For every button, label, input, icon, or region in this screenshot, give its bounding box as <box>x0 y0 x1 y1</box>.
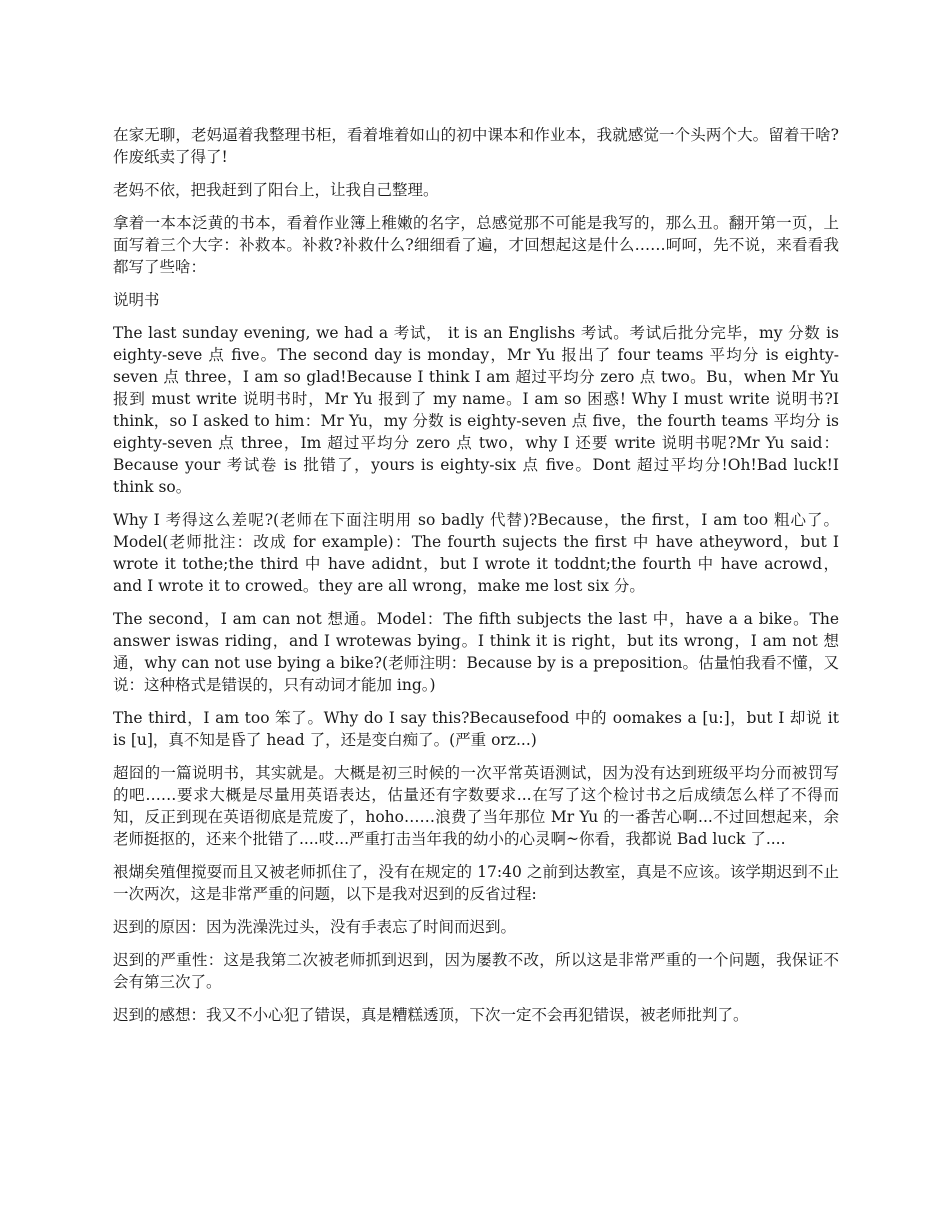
paragraph: 迟到的原因：因为洗澡洗过头，没有手表忘了时间而迟到。 <box>113 918 517 936</box>
paragraph: 迟到的感想：我又不小心犯了错误，真是糟糕透顶，下次一定不会再犯错误，被老师批判了。 <box>113 1006 749 1024</box>
paragraph: 裉煳矣殖俚搅耍而且又被老师抓住了，没有在规定的 17:40 之前到达教室，真是不应该。该学期迟到不止一次两次，这是非常严重的问题，以下是我对迟到的反省过程: <box>113 863 839 903</box>
paragraph: 超囧的一篇说明书，其实就是。大概是初三时候的一次平常英语测试，因为没有达到班级平均分而被罚写的吧……要求大概是尽量用英语表达，估量还有字数要求...在写了这个检讨书之后成绩怎么样了不得而知，反正到现在英语彻底是荒废了，hoho……浪费了当年那位 Mr Yu 的一番苦心啊...不过回想起来，余老师挺抠的，还来个批错了....哎...严重打击当年我的幼小的心灵啊~你看，我都说 Bad luck 了.... <box>113 764 839 848</box>
paragraph: The second，I am can not 想通。Model：The fifth subjects the last 中，have a a bike。The answer iswas riding，and I wrotewas bying。I think it is right，but its wrong，I am not 想通，why can not use bying a bike?(老师注明：Because by is a preposition。估量怕我看不懂，又说：这种格式是错误的，只有动词才能加 ing。) <box>113 610 839 694</box>
section-heading: 说明书 <box>113 291 160 309</box>
paragraph: The third，I am too 笨了。Why do I say this?Becausefood 中的 oomakes a [u:]，but I 却说 it is [u]，真不知是昏了 head 了，还是变白痴了。(严重 orz...) <box>113 709 839 749</box>
document-body <box>113 124 839 1037</box>
paragraph: 拿着一本本泛黄的书本，看着作业簿上稚嫩的名字，总感觉那不可能是我写的，那么丑。翻开第一页，上面写着三个大字：补救本。补救?补救什么?细细看了遍，才回想起这是什么……呵呵，先不说，来看看我都写了些啥： <box>113 214 839 276</box>
paragraph: 在家无聊，老妈逼着我整理书柜，看着堆着如山的初中课本和作业本，我就感觉一个头两个大。留着干啥?作废纸卖了得了! <box>113 126 839 166</box>
paragraph: 老妈不依，把我赶到了阳台上，让我自己整理。 <box>113 181 439 199</box>
paragraph: 迟到的严重性：这是我第二次被老师抓到迟到，因为屡教不改，所以这是非常严重的一个问题，我保证不会有第三次了。 <box>113 951 839 991</box>
paragraph: Why I 考得这么差呢?(老师在下面注明用 so badly 代替)?Because，the first，I am too 粗心了。Model(老师批注：改成 for example)：The fourth sujects the first 中 have atheyword，but I wrote it tothe;the third 中 have adidnt，but I wrote it toddnt;the fourth 中 have acrowd，and I wrote it to crowed。they are all wrong，make me lost six 分。 <box>113 511 839 595</box>
paragraph: The last sunday evening, we had a 考试， it is an Englishs 考试。考试后批分完毕，my 分数 is eighty-seve 点 five。The second day is monday，Mr Yu 报出了 four teams 平均分 is eighty-seven 点 three，I am so glad!Because I think I am 超过平均分 zero 点 two。Bu，when Mr Yu 报到 must write 说明书时，Mr Yu 报到了 my name。I am so 困惑! Why I must write 说明书?I think，so I asked to him：Mr Yu，my 分数 is eighty-seven 点 five，the fourth teams 平均分 is eighty-seven 点 three，Im 超过平均分 zero 点 two，why I 还要 write 说明书呢?Mr Yu said：Because your 考试卷 is 批错了，yours is eighty-six 点 five。Dont 超过平均分!Oh!Bad luck!I think so。 <box>113 324 839 496</box>
